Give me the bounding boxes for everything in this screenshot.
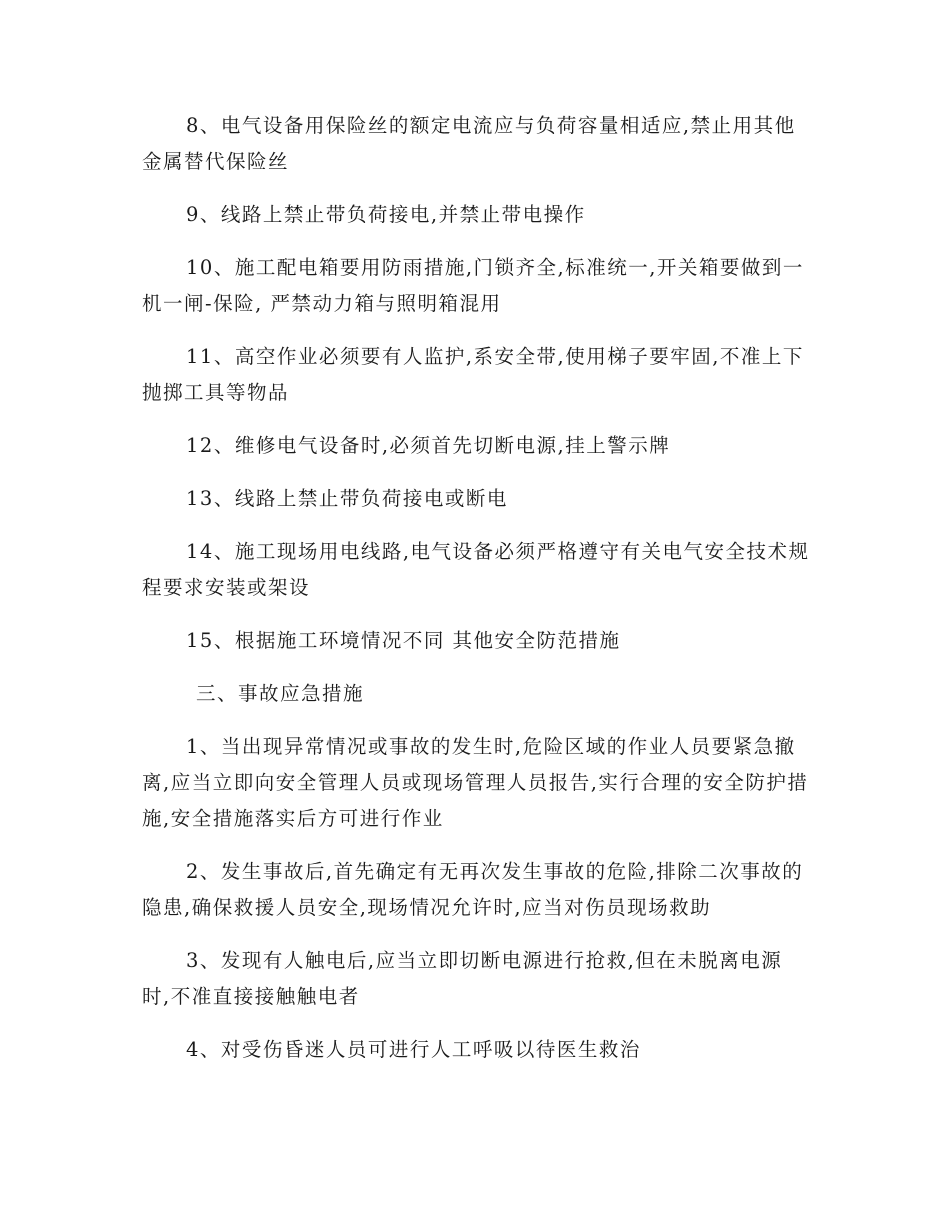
list-item: 13、线路上禁止带负荷接电或断电 [186, 487, 508, 510]
list-item: 1、当出现异常情况或事故的发生时,危险区域的作业人员要紧急撤离,应当立即向安全管理人员或现场管理人员报告,实行合理的安全防护措施,安全措施落实后方可进行作业 [142, 735, 809, 830]
list-item: 14、施工现场用电线路,电气设备必须严格遵守有关电气安全技术规程要求安装或架设 [142, 540, 810, 599]
list-item: 15、根据施工环境情况不同 其他安全防范措施 [186, 629, 621, 652]
list-item: 11、高空作业必须要有人监护,系安全带,使用梯子要牢固,不准上下抛掷工具等物品 [142, 345, 804, 404]
section-heading: 三、事故应急措施 [196, 682, 365, 705]
document-body [142, 108, 810, 1085]
list-item: 10、施工配电箱要用防雨措施,门锁齐全,标准统一,开关箱要做到一机一闸-保险, 严禁动力箱与照明箱混用 [142, 256, 804, 315]
list-item: 4、对受伤昏迷人员可进行人工呼吸以待医生救治 [186, 1038, 641, 1061]
list-item: 12、维修电气设备时,必须首先切断电源,挂上警示牌 [186, 434, 671, 457]
list-item: 8、电气设备用保险丝的额定电流应与负荷容量相适应,禁止用其他金属替代保险丝 [142, 114, 796, 173]
list-item: 2、发生事故后,首先确定有无再次发生事故的危险,排除二次事故的隐患,确保救援人员安全,现场情况允许时,应当对伤员现场救助 [142, 860, 804, 919]
list-item: 9、线路上禁止带负荷接电,并禁止带电操作 [186, 203, 586, 226]
list-item: 3、发现有人触电后,应当立即切断电源进行抢救,但在未脱离电源时,不准直接接触触电者 [142, 949, 783, 1008]
